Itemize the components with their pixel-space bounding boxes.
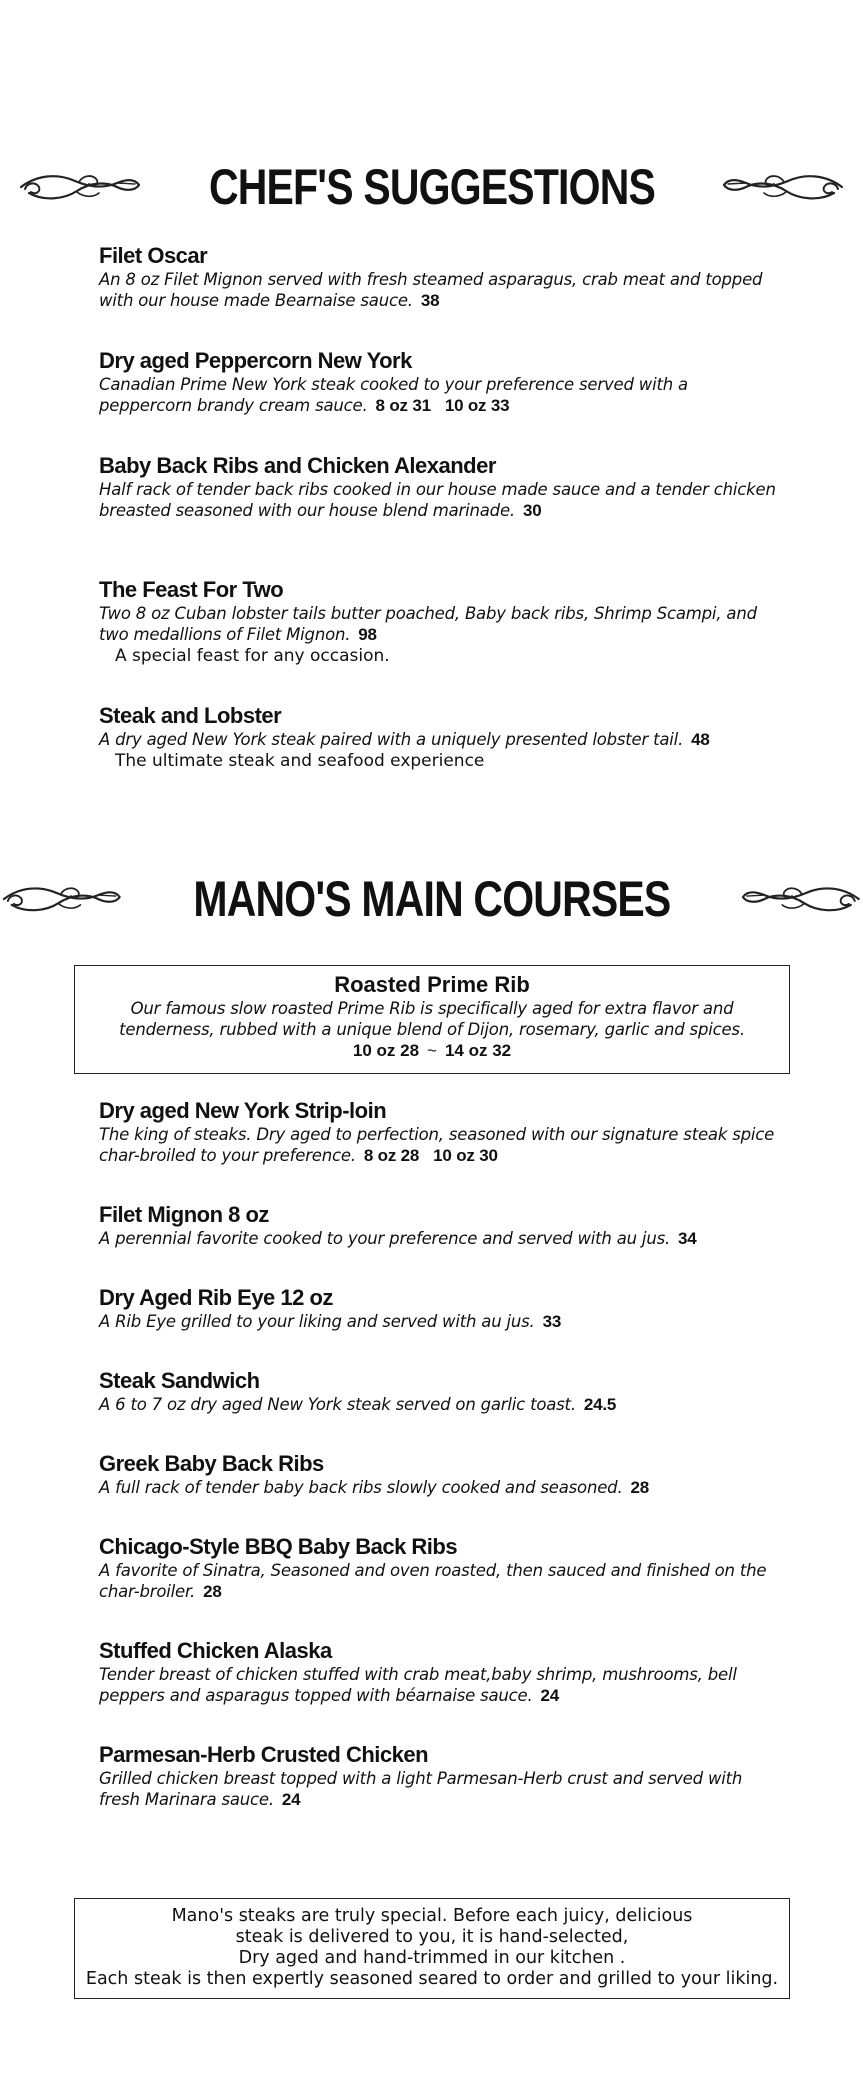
item-name: Chicago-Style BBQ Baby Back Ribs (99, 1534, 458, 1559)
menu-item (99, 577, 779, 667)
item-price: 8 oz 28 (363, 1146, 420, 1165)
steak-info-text (75, 1906, 789, 1990)
menu-item (99, 1098, 779, 1166)
item-description: Canadian Prime New York steak cooked to your preference served with a peppercorn brandy cream sauce. 8 oz 31 10 oz 33 (99, 375, 688, 415)
left-flourish-icon (17, 167, 142, 207)
featured-item-name: Roasted Prime Rib (334, 972, 530, 997)
item-price: 24.5 (583, 1395, 617, 1414)
item-description: An 8 oz Filet Mignon served with fresh steamed asparagus, crab meat and topped with our house made Bearnaise sauce. 38 (99, 270, 763, 310)
menu-item (99, 1451, 779, 1498)
featured-item-prices (75, 1040, 789, 1062)
item-price: 30 (522, 501, 542, 520)
item-description: A Rib Eye grilled to your liking and served with au jus. 33 (99, 1312, 562, 1331)
item-name: Filet Mignon 8 oz (99, 1202, 269, 1227)
item-description: Two 8 oz Cuban lobster tails butter poached, Baby back ribs, Shrimp Scampi, and two medallions of Filet Mignon. 98 (99, 604, 757, 644)
item-name: Dry aged Peppercorn New York (99, 348, 412, 373)
item-price: 10 oz 33 (444, 396, 510, 415)
item-description: Grilled chicken breast topped with a light Parmesan-Herb crust and served with fresh Marinara sauce. 24 (99, 1769, 743, 1809)
item-description: The king of steaks. Dry aged to perfection, seasoned with our signature steak spice char-broiled to your preference. 8 oz 28 10 oz 30 (99, 1125, 775, 1165)
item-name: Dry Aged Rib Eye 12 oz (99, 1285, 333, 1310)
item-price: 8 oz 31 (375, 396, 431, 415)
item-note: The ultimate steak and seafood experience (115, 751, 485, 771)
menu-item (99, 453, 779, 521)
item-description: A favorite of Sinatra, Seasoned and oven roasted, then sauced and finished on the char-broiler. 28 (99, 1561, 767, 1601)
steak-info-line: Mano's steaks are truly special. Before each juicy, delicious (171, 1906, 693, 1926)
item-description: A 6 to 7 oz dry aged New York steak served on garlic toast. 24.5 (99, 1395, 617, 1414)
item-price: 98 (358, 625, 377, 644)
price-separator: ~ (427, 1041, 437, 1060)
item-price: 28 (203, 1582, 222, 1601)
item-price: 33 (542, 1312, 562, 1331)
featured-item-description: Our famous slow roasted Prime Rib is specifically aged for extra flavor and tenderness, rubbed with a unique blend of Dijon, rosemary, garlic and spices. (119, 999, 745, 1039)
item-price: 38 (420, 291, 440, 310)
item-note: A special feast for any occasion. (115, 646, 390, 666)
steak-info-box (74, 1898, 790, 1999)
item-name: Baby Back Ribs and Chicken Alexander (99, 453, 496, 478)
section-title: CHEF'S SUGGESTIONS (208, 159, 655, 215)
item-price: 10 oz 28 (352, 1041, 420, 1060)
featured-item-box (74, 965, 790, 1074)
chefs-suggestions-heading (0, 158, 863, 216)
menu-item (99, 1368, 779, 1415)
item-name: The Feast For Two (99, 577, 284, 602)
item-price: 34 (678, 1229, 697, 1248)
item-name: Steak and Lobster (99, 703, 282, 728)
item-name: Filet Oscar (99, 243, 208, 268)
menu-item (99, 348, 779, 416)
menu-item (99, 703, 779, 772)
menu-item (99, 243, 779, 311)
item-price: 24 (281, 1790, 301, 1809)
item-price: 48 (691, 730, 710, 749)
item-name: Parmesan-Herb Crusted Chicken (99, 1742, 429, 1767)
item-name: Stuffed Chicken Alaska (99, 1638, 332, 1663)
menu-item (99, 1638, 779, 1706)
item-description: Tender breast of chicken stuffed with crab meat,baby shrimp, mushrooms, bell peppers and asparagus topped with béarnaise sauce. 24 (99, 1665, 737, 1705)
item-name: Steak Sandwich (99, 1368, 260, 1393)
item-name: Greek Baby Back Ribs (99, 1451, 324, 1476)
section-title: MANO'S MAIN COURSES (192, 871, 671, 927)
right-flourish-icon (740, 879, 863, 919)
item-description: A full rack of tender baby back ribs slowly cooked and seasoned. 28 (99, 1478, 649, 1497)
steak-info-line: Dry aged and hand-trimmed in our kitchen . (238, 1948, 626, 1968)
item-price: 24 (540, 1686, 560, 1705)
left-flourish-icon (0, 879, 123, 919)
menu-item (99, 1202, 779, 1249)
menu-item (99, 1285, 779, 1332)
menu-item (99, 1742, 779, 1810)
item-description: Half rack of tender back ribs cooked in our house made sauce and a tender chicken breasted seasoned with our house blend marinade. 30 (99, 480, 776, 520)
item-description: A perennial favorite cooked to your preference and served with au jus. 34 (99, 1229, 697, 1248)
right-flourish-icon (721, 167, 846, 207)
item-description: A dry aged New York steak paired with a uniquely presented lobster tail. 48 (99, 730, 710, 749)
menu-item (99, 1534, 779, 1602)
main-courses-heading (0, 870, 863, 928)
item-price: 28 (630, 1478, 649, 1497)
item-price: 10 oz 30 (433, 1146, 498, 1165)
item-name: Dry aged New York Strip-loin (99, 1098, 387, 1123)
item-price: 14 oz 32 (444, 1041, 512, 1060)
steak-info-line: Each steak is then expertly seasoned seared to order and grilled to your liking. (85, 1969, 779, 1989)
steak-info-line: steak is delivered to you, it is hand-selected, (235, 1927, 629, 1947)
